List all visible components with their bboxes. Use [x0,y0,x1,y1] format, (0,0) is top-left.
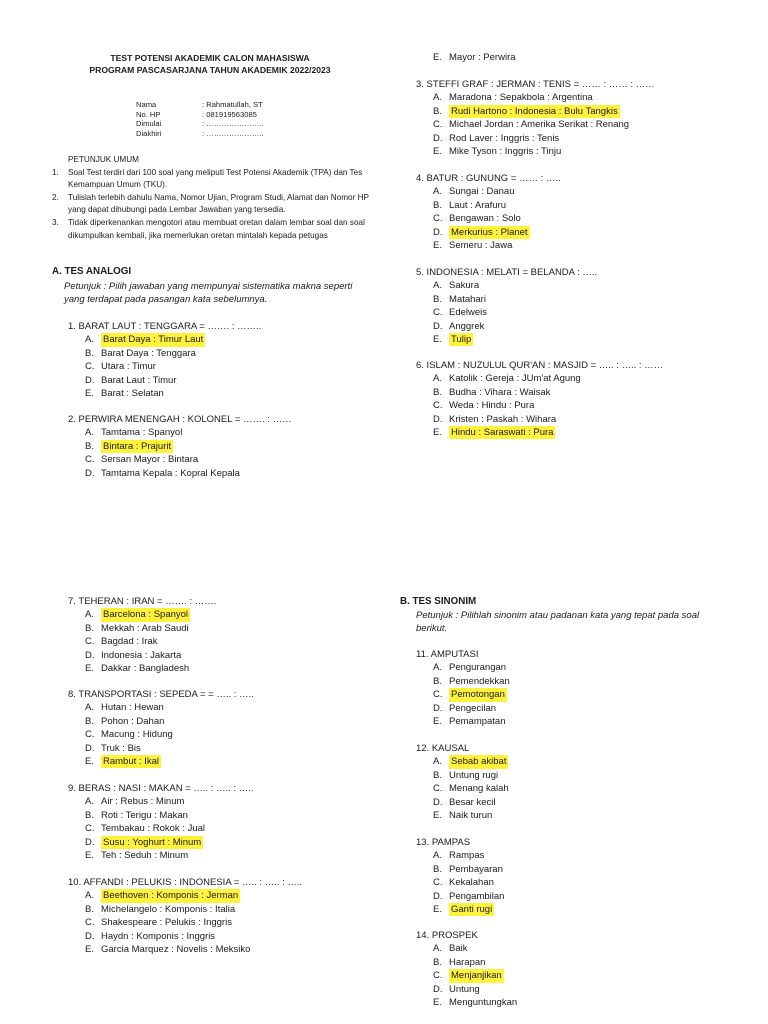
option-c[interactable]: C. Bagdad : Irak [85,636,158,648]
question-text: 3. STEFFI GRAF : JERMAN : TENIS = …… : …… : …… [416,79,655,90]
option-c[interactable]: C. Macung : Hidung [85,729,173,741]
answer-highlight: Pemotongan [451,689,505,701]
option-a[interactable]: A. Baik [433,943,468,955]
option-d[interactable]: D. Susu : Yoghurt : Minum [85,836,202,848]
question-9 [68,782,254,862]
answer-highlight: Susu : Yoghurt : Minum [103,836,202,848]
option-a[interactable]: A. Sungai : Danau [433,186,515,198]
question-text: 8. TRANSPORTASI : SEPEDA = = ….. : ….. [68,689,254,700]
option-c[interactable]: C. Weda : Hindu : Pura [433,400,535,412]
option-b[interactable]: B. Laut : Arafuru [433,199,507,211]
option-b[interactable]: B. Pembayaran [433,863,503,875]
answer-highlight: Tulip [451,334,472,346]
option-b[interactable]: B. Barat Daya : Tenggara [85,347,196,359]
option-d[interactable]: D. Besar kecil [433,796,496,808]
option-e[interactable]: E. Pemampatan [433,716,506,728]
option-e[interactable]: E. Barat : Selatan [85,388,164,400]
option-d[interactable]: D. Indonesia : Jakarta [85,649,182,661]
instructions-heading: PETUNJUK UMUM [68,155,139,164]
option-a[interactable]: A. Hutan : Hewan [85,702,164,714]
question-3 [416,78,655,158]
option-d[interactable]: D. Haydn : Komponis : Inggris [85,930,216,942]
option-d[interactable]: D. Tamtama Kepala : Kopral Kepala [85,467,240,479]
instruction-item: 3. Tidak diperkenankan mengotori atau membuat oretan dalam lembar soal dan soal dikumpulkan kembali, jika memerlukan oretan mintalah kepada petugas [52,217,365,240]
question-text: 9. BERAS : NASI : MAKAN = ….. : ….. : ….. [68,783,254,794]
question-text: 10. AFFANDI : PELUKIS : INDONESIA = ….. : ….. : ….. [68,877,303,888]
option-c[interactable]: C. Pemotongan [433,689,505,701]
option-c[interactable]: C. Edelweis [433,307,488,319]
option-e[interactable]: E. Naik turun [433,810,493,822]
option-c[interactable]: C. Kekalahan [433,877,494,889]
option-c[interactable]: C. Menang kalah [433,783,509,795]
option-a[interactable]: A. Air : Rebus : Minum [85,796,185,808]
option-b[interactable]: B. Untung rugi [433,769,499,781]
option-d[interactable]: D. Pengambilan [433,890,505,902]
option-c[interactable]: C. Sersan Mayor : Bintara [85,454,199,466]
option-d[interactable]: D. Merkurius : Planet [433,226,528,238]
option-d[interactable]: D. Pengecilan [433,702,497,714]
identity-row: Nama : Rahmatullah, ST [136,100,263,109]
option-a[interactable]: A. Sakura [433,280,480,292]
option-e[interactable]: E. Semeru : Jawa [433,240,513,252]
question-text: 2. PERWIRA MENENGAH : KOLONEL = ……. : …… [68,414,292,425]
option-e[interactable]: E. Dakkar : Bangladesh [85,663,190,675]
question-text: 4. BATUR : GUNUNG = …… : ….. [416,173,561,184]
option-b[interactable]: B. Budha : Vihara : Waisak [433,386,551,398]
question-text: 5. INDONESIA : MELATI = BELANDA : ….. [416,267,598,278]
option-d[interactable]: D. Rod Laver : Inggris : Tenis [433,132,560,144]
identity-row: Diakhiri : ………………….. [136,128,264,138]
answer-highlight: Bintara : Prajurit [103,440,172,452]
option-e[interactable]: E. Rambut : Ikal [85,756,159,768]
option-a[interactable]: A. Tamtama : Spanyol [85,427,183,439]
option-c[interactable]: C. Michael Jordan : Amerika Serikat : Renang [433,119,630,131]
instruction-item: 2. Tulislah terlebih dahulu Nama, Nomor Ujian, Program Studi, Alamat dan Nomor HP yang dapat dihubungi pada Lembar Jawaban yang tersedia. [52,192,369,215]
option-b[interactable]: B. Roti : Terigu : Makan [85,809,188,821]
option-d[interactable]: D. Anggrek [433,320,485,332]
option-e[interactable]: E. Garcia Marquez : Novelis : Meksiko [85,944,251,956]
answer-highlight: Sebab akibat [451,756,507,768]
question-10 [68,876,302,956]
question-11 [416,648,510,728]
option-a[interactable]: A. Pengurangan [433,662,507,674]
option-d[interactable]: D. Truk : Bis [85,742,141,754]
answer-highlight: Menjanjikan [451,970,502,982]
option-e[interactable]: E. Menguntungkan [433,997,518,1009]
option-b[interactable]: B. Pohon : Dahan [85,715,165,727]
option-c[interactable]: C. Menjanjikan [433,970,502,982]
option-d[interactable]: D. Untung [433,983,480,995]
general-instructions [52,154,370,242]
identity-block [136,100,336,138]
question-7 [68,595,216,675]
option-a[interactable]: A. Katolik : Gereja : JUm'at Agung [433,373,581,385]
option-b[interactable]: B. Matahari [433,293,486,305]
question-14 [416,929,517,1009]
answer-highlight: Beethoven : Komponis : Jerman [103,890,239,902]
document-title [60,52,360,76]
instruction-item: 1. Soal Test terdiri dari 100 soal yang meliputi Test Potensi Akademik (TPA) dan Tes Kemampuan Umum (TKU). [52,167,363,190]
option-b[interactable]: B. Mekkah : Arab Saudi [85,622,189,634]
question-4 [416,172,561,252]
option-d[interactable]: D. Kristen : Paskah : Wihara [433,413,557,425]
option-e[interactable]: E. Mayor : Perwira [433,52,516,63]
answer-highlight: Barat Daya : Timur Laut [103,334,204,346]
option-b[interactable]: B. Bintara : Prajurit [85,440,172,452]
question-13 [416,836,504,916]
question-text: 7. TEHERAN : IRAN = ……. : ……. [68,596,217,607]
answer-highlight: Rudi Hartono : Indonesia : Bulu Tangkis [451,105,618,117]
question-12 [416,742,509,822]
option-e[interactable]: E. Tulip [433,334,472,346]
option-c[interactable]: C. Tembakau : Rokok : Jual [85,823,206,835]
title-line-1: TEST POTENSI AKADEMIK CALON MAHASISWA [110,53,310,63]
option-c[interactable]: C. Shakespeare : Pelukis : Inggris [85,917,232,929]
option-a[interactable]: A. Rampas [433,850,485,862]
option-e[interactable]: E. Hindu : Saraswati : Pura [433,427,554,439]
question-text: 1. BARAT LAUT : TENGGARA = ……. : …….. [68,321,262,332]
option-c[interactable]: C. Utara : Timur [85,361,156,373]
question-2-continued [433,51,516,64]
option-e[interactable]: E. Mike Tyson : Inggris : Tinju [433,146,562,158]
answer-highlight: Hindu : Saraswati : Pura [451,427,554,439]
question-8 [68,688,254,768]
answer-highlight: Barcelona : Spanyol [103,609,189,621]
option-a[interactable]: A. Sebab akibat [433,756,507,768]
answer-highlight: Ganti rugi [451,904,493,916]
title-line-2: PROGRAM PASCASARJANA TAHUN AKADEMIK 2022/2023 [89,65,331,75]
answer-highlight: Rambut : Ikal [103,756,159,768]
option-a[interactable]: A. Barcelona : Spanyol [85,609,189,621]
identity-row: Dimulai : ………………….. [136,119,264,129]
option-e[interactable]: E. Teh : Seduh : Minum [85,850,189,862]
question-2 [68,413,292,480]
answer-highlight: Merkurius : Planet [451,226,528,238]
question-text: 6. ISLAM : NUZULUL QUR'AN : MASJID = ….. : ….. : …… [416,360,664,371]
question-text: 13. PAMPAS [416,837,471,848]
option-b[interactable]: B. Pemendekkan [433,675,510,687]
section-b-title: B. TES SINONIM [400,596,477,607]
option-a[interactable]: A. Maradona : Sepakbola : Argentina [433,92,593,104]
question-6 [416,359,663,439]
option-b[interactable]: B. Harapan [433,956,486,968]
question-text: 12. KAUSAL [416,743,470,754]
option-e[interactable]: E. Ganti rugi [433,904,493,916]
option-b[interactable]: B. Michelangelo : Komponis : Italia [85,903,236,915]
question-1 [68,320,261,400]
question-5 [416,266,597,346]
option-a[interactable]: A. Barat Daya : Timur Laut [85,334,204,346]
section-a-title: A. TES ANALOGI [52,266,132,277]
question-text: 14. PROSPEK [416,930,478,941]
option-a[interactable]: A. Beethoven : Komponis : Jerman [85,890,239,902]
section-b-note: Petunjuk : Pilihlah sinonim atau padanan kata yang tepat pada soal berikut. [416,610,700,635]
option-c[interactable]: C. Bengawan : Solo [433,213,521,225]
question-text: 11. AMPUTASI [416,649,479,660]
option-b[interactable]: B. Rudi Hartono : Indonesia : Bulu Tangkis [433,105,618,117]
section-a-note: Petunjuk : Pilih jawaban yang mempunyai sistematika makna seperti yang terdapat pada pasangan kata sebelumnya. [64,281,353,306]
identity-row: No. HP : 081919563085 [136,109,257,119]
option-d[interactable]: D. Barat Laut : Timur [85,374,177,386]
